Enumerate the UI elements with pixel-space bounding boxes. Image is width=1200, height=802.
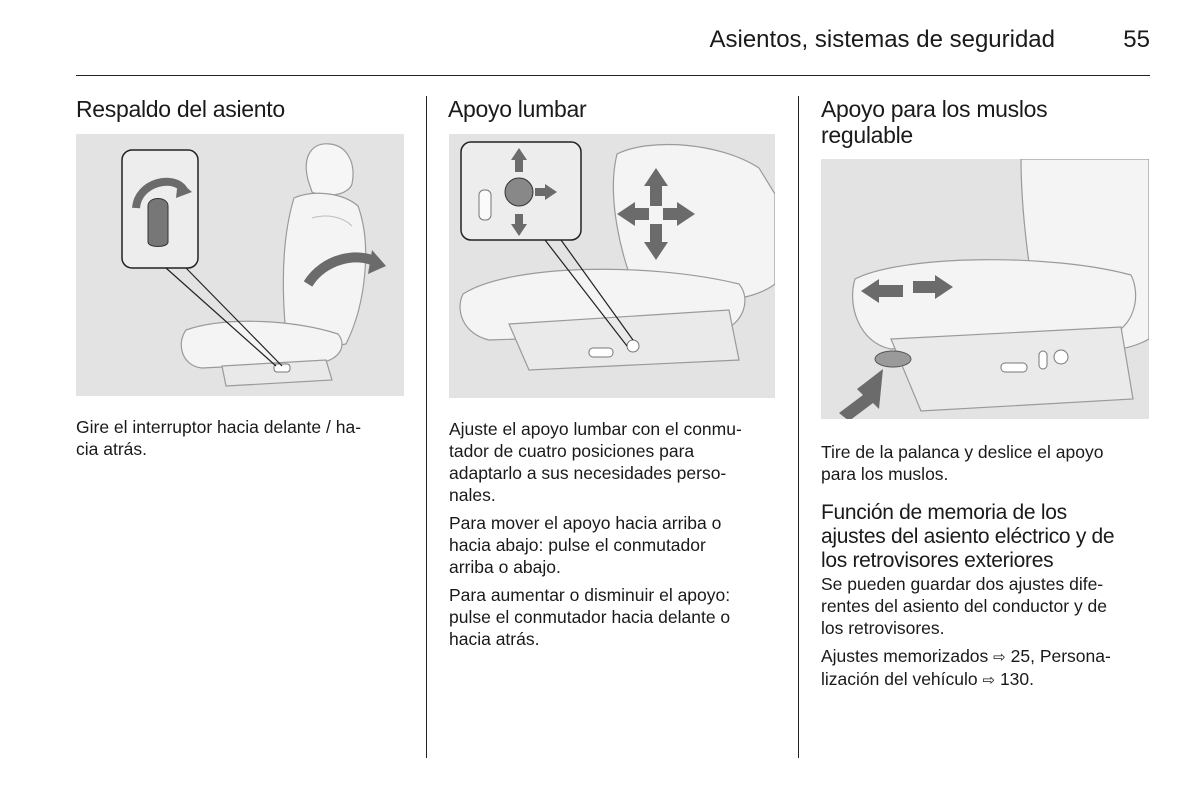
seat-backrest-recline-illustration xyxy=(76,134,404,396)
backrest-paragraph: Gire el interruptor hacia delante / ha- cia atrás. xyxy=(76,417,362,459)
page-number: 55 xyxy=(1123,26,1150,53)
reference-memorized-settings: Ajustes memorizados xyxy=(821,646,989,666)
reference-personalization-b: lización del vehículo xyxy=(821,669,978,689)
column-divider-2 xyxy=(798,96,799,758)
thigh-support-lever-illustration xyxy=(821,159,1149,419)
column-backrest xyxy=(76,96,406,122)
lumbar-paragraph-3: Para aumentar o disminuir el apoyo: pulse el conmutador hacia delante o hacia atrás. xyxy=(449,585,731,649)
memory-function-references: Ajustes memorizados ⇨ 25, Persona- lización del vehículo ⇨ 130. xyxy=(821,646,1111,689)
memory-function-paragraph: Se pueden guardar dos ajustes dife- rentes del asiento del conductor y de los retrovisores. xyxy=(821,574,1108,638)
reference-personalization-a: , Persona- xyxy=(1030,646,1111,666)
lumbar-paragraph-1: Ajuste el apoyo lumbar con el conmu- tador de cuatro posiciones para adaptarlo a sus necesidades perso- nales. xyxy=(449,419,742,505)
section-heading-lumbar: Apoyo lumbar xyxy=(448,96,587,122)
memory-function-heading: Función de memoria de los ajustes del asiento eléctrico y de los retrovisores exteriores xyxy=(821,501,1115,572)
lumbar-support-four-way-switch-illustration xyxy=(449,134,775,398)
lumbar-paragraph-2: Para mover el apoyo hacia arriba o hacia abajo: pulse el conmutador arriba o abajo. xyxy=(449,513,722,577)
page-reference-link-25[interactable]: 25 xyxy=(1010,646,1031,666)
section-heading-thigh-support: Apoyo para los muslos regulable xyxy=(821,96,1048,148)
column-divider-1 xyxy=(426,96,427,758)
page-reference-arrow-icon: ⇨ xyxy=(982,671,996,689)
page-reference-arrow-icon: ⇨ xyxy=(993,648,1006,666)
header-divider xyxy=(76,75,1150,76)
page-reference-link-130[interactable]: 130 xyxy=(999,669,1030,689)
thigh-support-paragraph: Tire de la palanca y deslice el apoyo para los muslos. xyxy=(821,442,1104,484)
thigh-support-figure xyxy=(821,159,1149,419)
section-heading-backrest: Respaldo del asiento xyxy=(76,96,285,122)
running-header-title: Asientos, sistemas de seguridad xyxy=(709,26,1055,53)
lumbar-figure xyxy=(449,134,775,398)
backrest-figure xyxy=(76,134,404,396)
